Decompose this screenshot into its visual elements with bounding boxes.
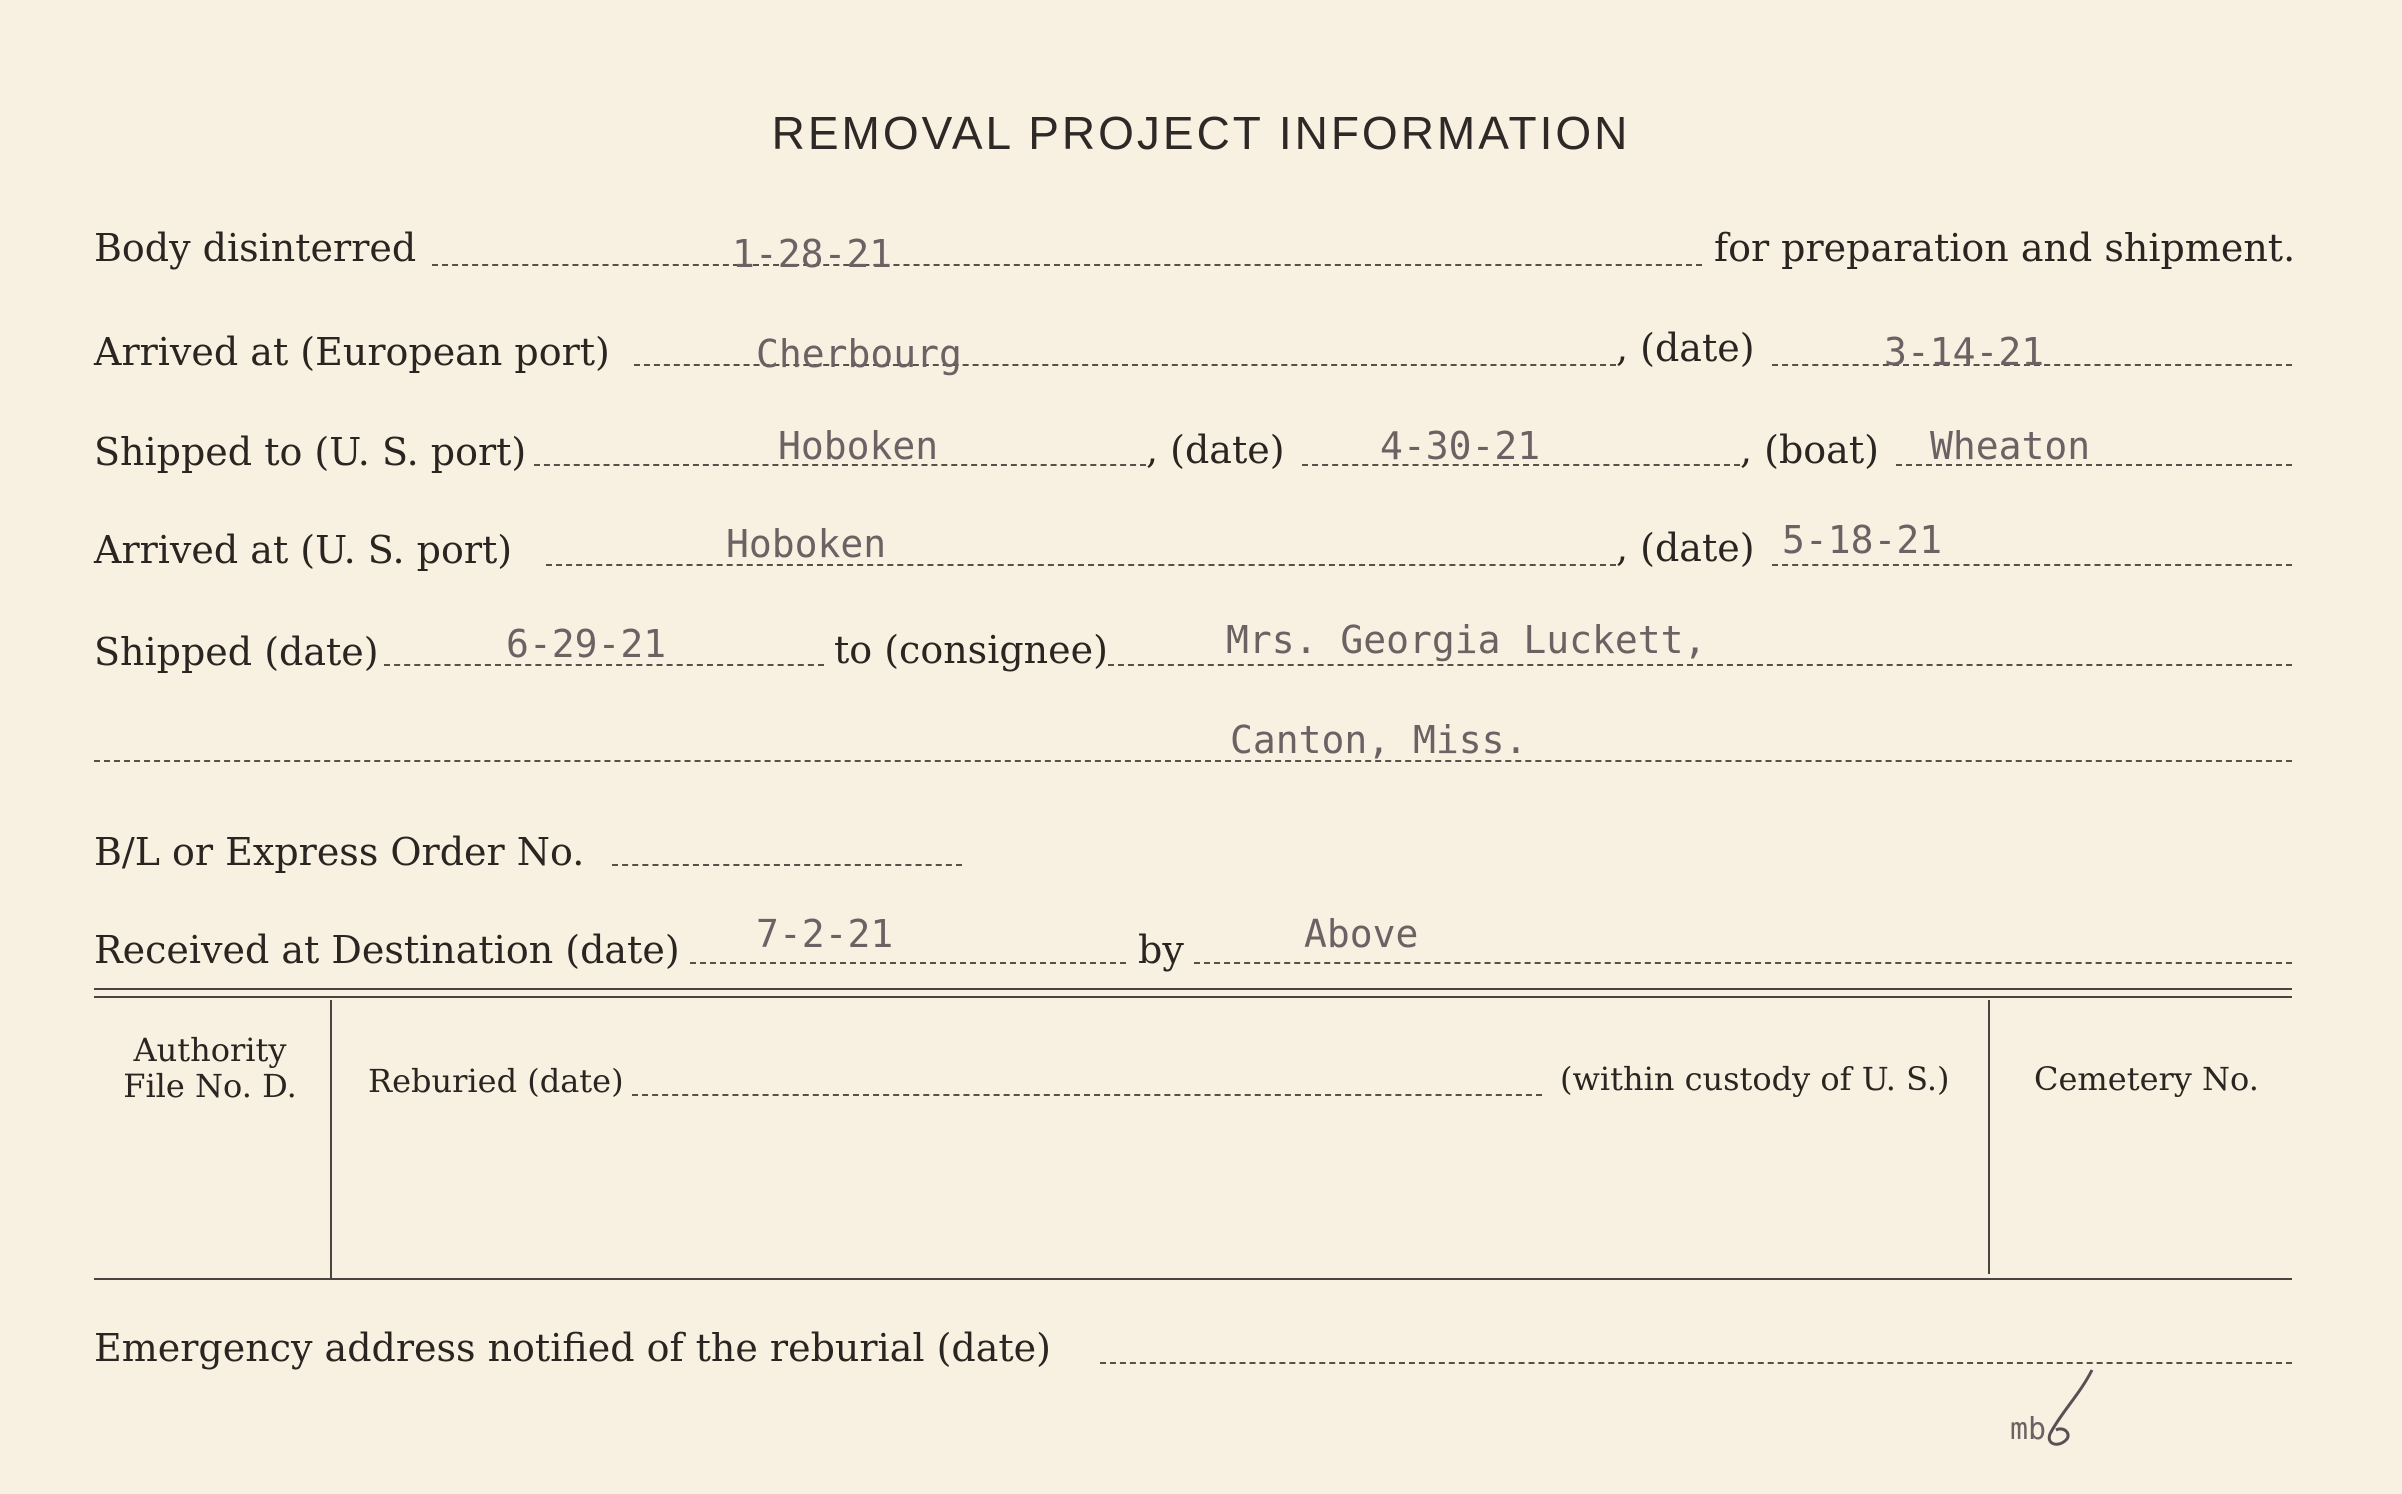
arrived-us-date-line <box>1772 564 2292 566</box>
shipped-label: Shipped (date) <box>94 630 379 674</box>
bl-label: B/L or Express Order No. <box>94 830 585 874</box>
arrived-europe-date-value: 3-14-21 <box>1884 330 2045 374</box>
arrived-europe-label: Arrived at (European port) <box>94 330 610 374</box>
shipped-to-label: to (consignee) <box>834 628 1108 672</box>
box-top-rule-2 <box>94 996 2292 998</box>
custody-label: (within custody of U. S.) <box>1560 1060 1950 1098</box>
box-divider-right <box>1988 1000 1990 1274</box>
shipped-us-value: Hoboken <box>778 424 939 468</box>
file-no-label: File No. D. <box>123 1067 297 1105</box>
shipped-us-boat-label: , (boat) <box>1740 428 1879 472</box>
emergency-label: Emergency address notified of the reburial (date) <box>94 1326 1051 1370</box>
received-label: Received at Destination (date) <box>94 928 680 972</box>
shipped-us-date-value: 4-30-21 <box>1380 424 1541 468</box>
box-top-rule-1 <box>94 988 2292 990</box>
shipped-value: 6-29-21 <box>506 622 667 666</box>
consignee-line <box>1108 664 2292 666</box>
reburied-line <box>632 1094 1542 1096</box>
received-by-value: Above <box>1304 912 1419 956</box>
bl-line <box>612 864 962 866</box>
consignee-line2: Canton, Miss. <box>1230 718 1528 762</box>
received-by-label: by <box>1138 928 1184 972</box>
disinterred-label: Body disinterred <box>94 226 417 270</box>
box-bottom-rule <box>94 1278 2292 1280</box>
reburied-label: Reburied (date) <box>368 1062 624 1100</box>
disinterred-suffix: for preparation and shipment. <box>1714 226 2296 270</box>
cemetery-label: Cemetery No. <box>2034 1060 2259 1098</box>
emergency-line <box>1100 1362 2292 1364</box>
initials-flourish-icon <box>2020 1364 2110 1454</box>
initials: mb <box>2010 1412 2047 1447</box>
arrived-europe-value: Cherbourg <box>756 332 962 376</box>
arrived-us-line <box>546 564 1616 566</box>
received-by-line <box>1194 962 2292 964</box>
consignee-line1: Mrs. Georgia Luckett, <box>1226 618 1707 662</box>
received-value: 7-2-21 <box>756 912 894 956</box>
arrived-us-date-label: , (date) <box>1616 526 1755 570</box>
authority-label: Authority <box>133 1031 287 1069</box>
shipped-us-date-label: , (date) <box>1146 428 1285 472</box>
arrived-us-value: Hoboken <box>726 522 887 566</box>
arrived-europe-date-label: , (date) <box>1616 326 1755 370</box>
shipped-us-label: Shipped to (U. S. port) <box>94 430 527 474</box>
shipped-us-boat-value: Wheaton <box>1930 424 2091 468</box>
arrived-us-label: Arrived at (U. S. port) <box>94 528 513 572</box>
received-line <box>690 962 1126 964</box>
consignee-line-2 <box>94 760 2292 762</box>
arrived-us-date-value: 5-18-21 <box>1782 518 1943 562</box>
disinterred-value: 1-28-21 <box>732 232 893 276</box>
card-title: REMOVAL PROJECT INFORMATION <box>771 107 1631 159</box>
box-divider-left <box>330 1000 332 1278</box>
disinterred-line <box>432 264 1702 266</box>
